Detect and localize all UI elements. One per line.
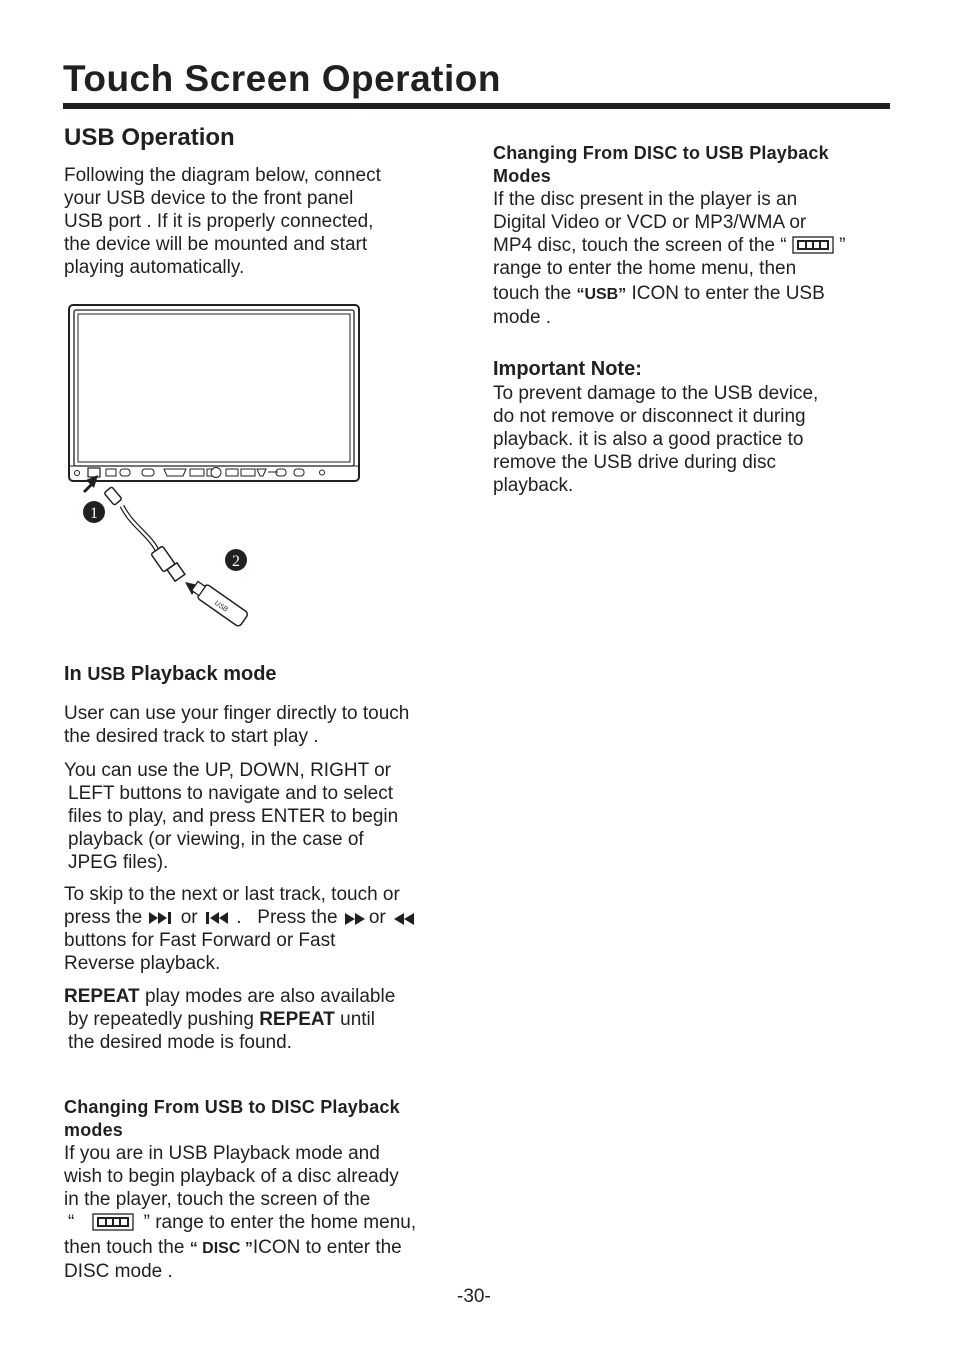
playback-paragraph-1 — [64, 702, 409, 748]
text-run: until — [334, 1009, 375, 1030]
text-run: ICON to enter the — [252, 1237, 402, 1258]
heading-part: In — [64, 663, 88, 685]
paragraph-line: You can use the UP, DOWN, RIGHT or — [64, 760, 392, 781]
fast-forward-icon — [343, 910, 369, 926]
paragraph-line: If you are in USB Playback mode and — [64, 1143, 380, 1164]
paragraph-line — [493, 282, 845, 306]
important-note-paragraph — [493, 382, 818, 497]
disc-tag: “ DISC ” — [189, 1240, 253, 1257]
intro-line: playing automatically. — [64, 257, 245, 278]
paragraph-line: To prevent damage to the USB device, — [493, 383, 819, 404]
intro-paragraph — [64, 164, 381, 279]
callout-1 — [83, 501, 105, 523]
paragraph-line — [64, 1008, 395, 1031]
previous-track-icon — [203, 910, 231, 926]
paragraph-line: the desired mode is found. — [68, 1032, 292, 1053]
disc-to-usb-heading — [493, 142, 829, 188]
intro-line: the device will be mounted and start — [64, 234, 368, 255]
text-run: or — [180, 907, 198, 928]
paragraph-line: If the disc present in the player is an — [493, 189, 798, 210]
usb-cable-icon — [104, 487, 185, 582]
repeat-keyword: REPEAT — [259, 1009, 335, 1030]
usb-playback-mode-heading — [64, 663, 277, 686]
text-run: touch the — [493, 283, 577, 304]
paragraph-line: JPEG files). — [68, 852, 169, 873]
paragraph-line: To skip to the next or last track, touch or — [64, 884, 400, 905]
paragraph-line — [493, 234, 845, 257]
home-menu-icon — [792, 236, 834, 254]
paragraph-line — [64, 1211, 416, 1234]
text-run: by repeatedly pushing — [68, 1009, 260, 1030]
paragraph-line: buttons for Fast Forward or Fast — [64, 930, 336, 951]
title-rule — [63, 103, 890, 109]
callout-1-label: 1 — [90, 505, 98, 522]
heading-line: modes — [64, 1120, 124, 1140]
repeat-keyword: REPEAT — [64, 986, 140, 1007]
text-run: . Press the — [236, 907, 338, 928]
text-run: ” range to enter the home menu, — [143, 1212, 417, 1233]
text-run: press the — [64, 907, 143, 928]
paragraph-line: remove the USB drive during disc — [493, 452, 777, 473]
paragraph-line: User can use your finger directly to touch — [64, 703, 410, 724]
disc-to-usb-paragraph — [493, 188, 845, 329]
page-title: Touch Screen Operation — [63, 58, 501, 99]
heading-part: Playback mode — [125, 663, 277, 685]
paragraph-line: LEFT buttons to navigate and to select — [68, 783, 393, 804]
paragraph-line: the desired track to start play . — [64, 726, 319, 747]
page-number: -30- — [457, 1286, 491, 1307]
text-run: ” — [839, 235, 846, 256]
usb-tag: “USB” — [576, 286, 627, 303]
playback-paragraph-3 — [64, 883, 417, 975]
paragraph-line: playback. — [493, 475, 574, 496]
heading-line: Changing From DISC to USB Playback — [493, 143, 829, 163]
paragraph-line: DISC mode . — [64, 1261, 173, 1282]
heading-usb: USB — [87, 664, 126, 684]
paragraph-line: wish to begin playback of a disc already — [64, 1166, 399, 1187]
paragraph-line: mode . — [493, 307, 552, 328]
text-run: then touch the — [64, 1237, 190, 1258]
paragraph-line — [64, 906, 417, 929]
intro-line: your USB device to the front panel — [64, 188, 354, 209]
heading-line: Modes — [493, 166, 552, 186]
heading-line: Changing From USB to DISC Playback — [64, 1097, 400, 1117]
usb-connection-diagram — [64, 300, 364, 630]
playback-paragraph-4 — [64, 985, 395, 1054]
callout-2 — [225, 549, 247, 571]
fast-reverse-icon — [391, 910, 417, 926]
paragraph-line: files to play, and press ENTER to begin — [68, 806, 399, 827]
intro-line: Following the diagram below, connect — [64, 165, 381, 186]
paragraph-line: in the player, touch the screen of the — [64, 1189, 371, 1210]
playback-paragraph-2 — [64, 759, 398, 874]
text-run: play modes are also available — [139, 986, 396, 1007]
callout-2-label: 2 — [232, 553, 240, 570]
head-unit-icon — [69, 305, 359, 481]
home-menu-icon — [92, 1213, 134, 1231]
text-run: “ — [68, 1212, 75, 1233]
paragraph-line: playback. it is also a good practice to — [493, 429, 804, 450]
paragraph-line: playback (or viewing, in the case of — [68, 829, 364, 850]
intro-line: USB port . If it is properly connected, — [64, 211, 374, 232]
important-note-heading: Important Note: — [493, 358, 642, 380]
text-run: MP4 disc, touch the screen of the “ — [493, 235, 787, 256]
paragraph-line — [64, 1236, 416, 1260]
text-run: ICON to enter the USB — [626, 283, 825, 304]
usb-operation-heading: USB Operation — [64, 124, 235, 151]
paragraph-line: Reverse playback. — [64, 953, 221, 974]
usb-stick-icon — [190, 579, 249, 627]
usb-stick-label: USB — [212, 599, 229, 614]
usb-to-disc-paragraph — [64, 1142, 416, 1283]
paragraph-line: Digital Video or VCD or MP3/WMA or — [493, 212, 807, 233]
paragraph-line: do not remove or disconnect it during — [493, 406, 806, 427]
paragraph-line: range to enter the home menu, then — [493, 258, 797, 279]
usb-to-disc-heading — [64, 1096, 400, 1142]
next-track-icon — [147, 910, 175, 926]
text-run: or — [368, 907, 386, 928]
paragraph-line — [64, 985, 395, 1008]
